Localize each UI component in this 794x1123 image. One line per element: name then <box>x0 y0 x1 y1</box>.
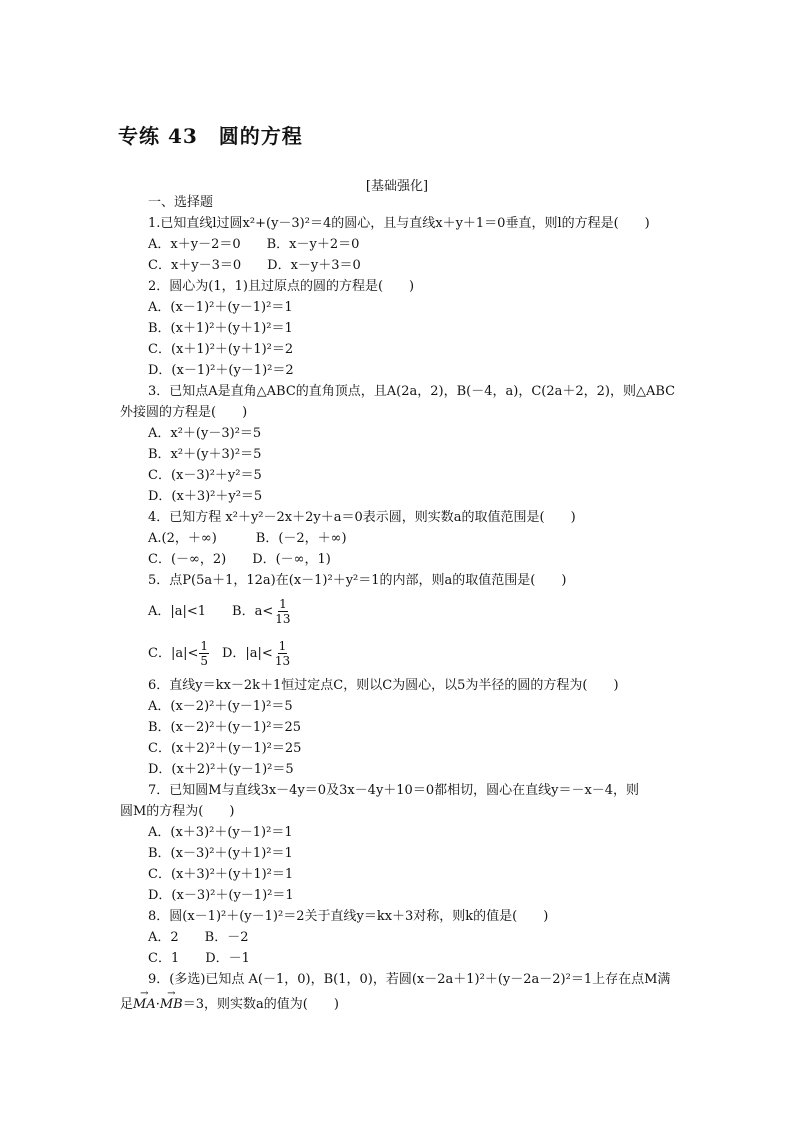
question-2-option-a: A．(x－1)²＋(y－1)²＝1 <box>148 300 293 315</box>
question-5-stem: 5．点P(5a＋1，12a)在(x－1)²＋y²＝1的内部，则a的取值范围是( ) <box>148 573 567 588</box>
question-3-option-c: C．(x－3)²＋y²＝5 <box>148 468 262 483</box>
question-6-option-b: B．(x－2)²＋(y－1)²＝25 <box>148 720 302 735</box>
question-1-options-cd: C．x＋y－3＝0 D．x－y＋3＝0 <box>148 258 361 273</box>
question-7-option-d: D．(x－3)²＋(y－1)²＝1 <box>148 888 294 903</box>
fraction-1-13: $\frac{1}{13}$ <box>275 597 291 626</box>
question-7-stem-cont: 圆M的方程为( ) <box>120 804 235 819</box>
question-9-text-pre: 足 <box>120 997 134 1012</box>
question-5-option-ab-text: A．|a|<1 B．a< <box>148 604 274 619</box>
dot-operator: · <box>155 997 160 1012</box>
question-7-stem: 7．已知圆M与直线3x－4y＝0及3x－4y＋10＝0都相切，圆心在直线y＝－x－4，则 <box>148 783 640 798</box>
vector-mb: → MB <box>160 994 183 1015</box>
question-1-stem: 1.已知直线l过圆x²+(y－3)²＝4的圆心，且与直线x＋y＋1＝0垂直，则l的方程是( ) <box>148 216 650 231</box>
question-6-stem: 6．直线y＝kx－2k＋1恒过定点C，则以C为圆心，以5为半径的圆的方程为( ) <box>148 678 619 693</box>
question-5-options-cd <box>120 633 680 675</box>
question-5-options-ab <box>120 591 680 633</box>
part-header: 一、选择题 <box>148 195 214 210</box>
question-7-option-c: C．(x＋3)²＋(y＋1)²＝1 <box>148 867 294 882</box>
question-2-option-b: B．(x＋1)²＋(y＋1)²＝1 <box>148 321 293 336</box>
question-2-option-d: D．(x－1)²＋(y－1)²＝2 <box>148 363 294 378</box>
question-8-stem: 8．圆(x－1)²＋(y－1)²＝2关于直线y＝kx＋3对称，则k的值是( ) <box>148 909 549 924</box>
question-3-stem-cont: 外接圆的方程是( ) <box>120 405 248 420</box>
question-7-option-a: A．(x＋3)²＋(y－1)²＝1 <box>148 825 293 840</box>
question-3-option-b: B．x²＋(y＋3)²＝5 <box>148 447 262 462</box>
question-8-options-cd: C．1 D．－1 <box>148 951 250 966</box>
fraction-1-5: $\frac{1}{5}$ <box>200 639 208 668</box>
question-1-options-ab: A．x＋y－2＝0 B．x－y＋2＝0 <box>148 237 360 252</box>
question-4-options-ab: A.(2，＋∞) B．(－2，＋∞) <box>148 531 347 546</box>
question-5-option-d-text: D．|a|< <box>209 646 273 661</box>
question-4-options-cd: C．(－∞，2) D．(－∞，1) <box>148 552 331 567</box>
question-6-option-a: A．(x－2)²＋(y－1)²＝5 <box>148 699 293 714</box>
question-3-option-a: A．x²＋(y－3)²＝5 <box>148 426 262 441</box>
section-header: [基础强化] <box>365 179 429 194</box>
question-9-stem: 9．(多选)已知点 A(－1，0)，B(1，0)，若圆(x－2a＋1)²＋(y－2a－2)²＝1上存在点M满 <box>148 972 671 987</box>
fraction-1-13: $\frac{1}{13}$ <box>274 639 291 668</box>
question-4-stem: 4．已知方程 x²＋y²－2x＋2y＋a＝0表示圆，则实数a的取值范围是( ) <box>148 510 576 525</box>
question-9-text-post: ＝3，则实数a的值为( ) <box>182 997 339 1012</box>
question-8-options-ab: A．2 B．－2 <box>148 930 249 945</box>
question-3-option-d: D．(x＋3)²＋y²＝5 <box>148 489 263 504</box>
question-9-stem-cont <box>120 994 680 1015</box>
page-title: 专练 43 圆的方程 <box>118 124 303 148</box>
question-5-option-c-text: C．|a|< <box>148 646 199 661</box>
question-6-option-d: D．(x＋2)²＋(y－1)²＝5 <box>148 762 294 777</box>
question-list <box>120 192 680 1015</box>
question-2-option-c: C．(x＋1)²＋(y＋1)²＝2 <box>148 342 294 357</box>
question-6-option-c: C．(x＋2)²＋(y－1)²＝25 <box>148 741 302 756</box>
question-7-option-b: B．(x－3)²＋(y＋1)²＝1 <box>148 846 293 861</box>
vector-ma: → MA <box>133 994 156 1015</box>
question-3-stem: 3．已知点A是直角△ABC的直角顶点，且A(2a，2)，B(－4，a)，C(2a＋2，2)，则△ABC <box>148 384 676 399</box>
question-2-stem: 2．圆心为(1，1)且过原点的圆的方程是( ) <box>148 279 415 294</box>
